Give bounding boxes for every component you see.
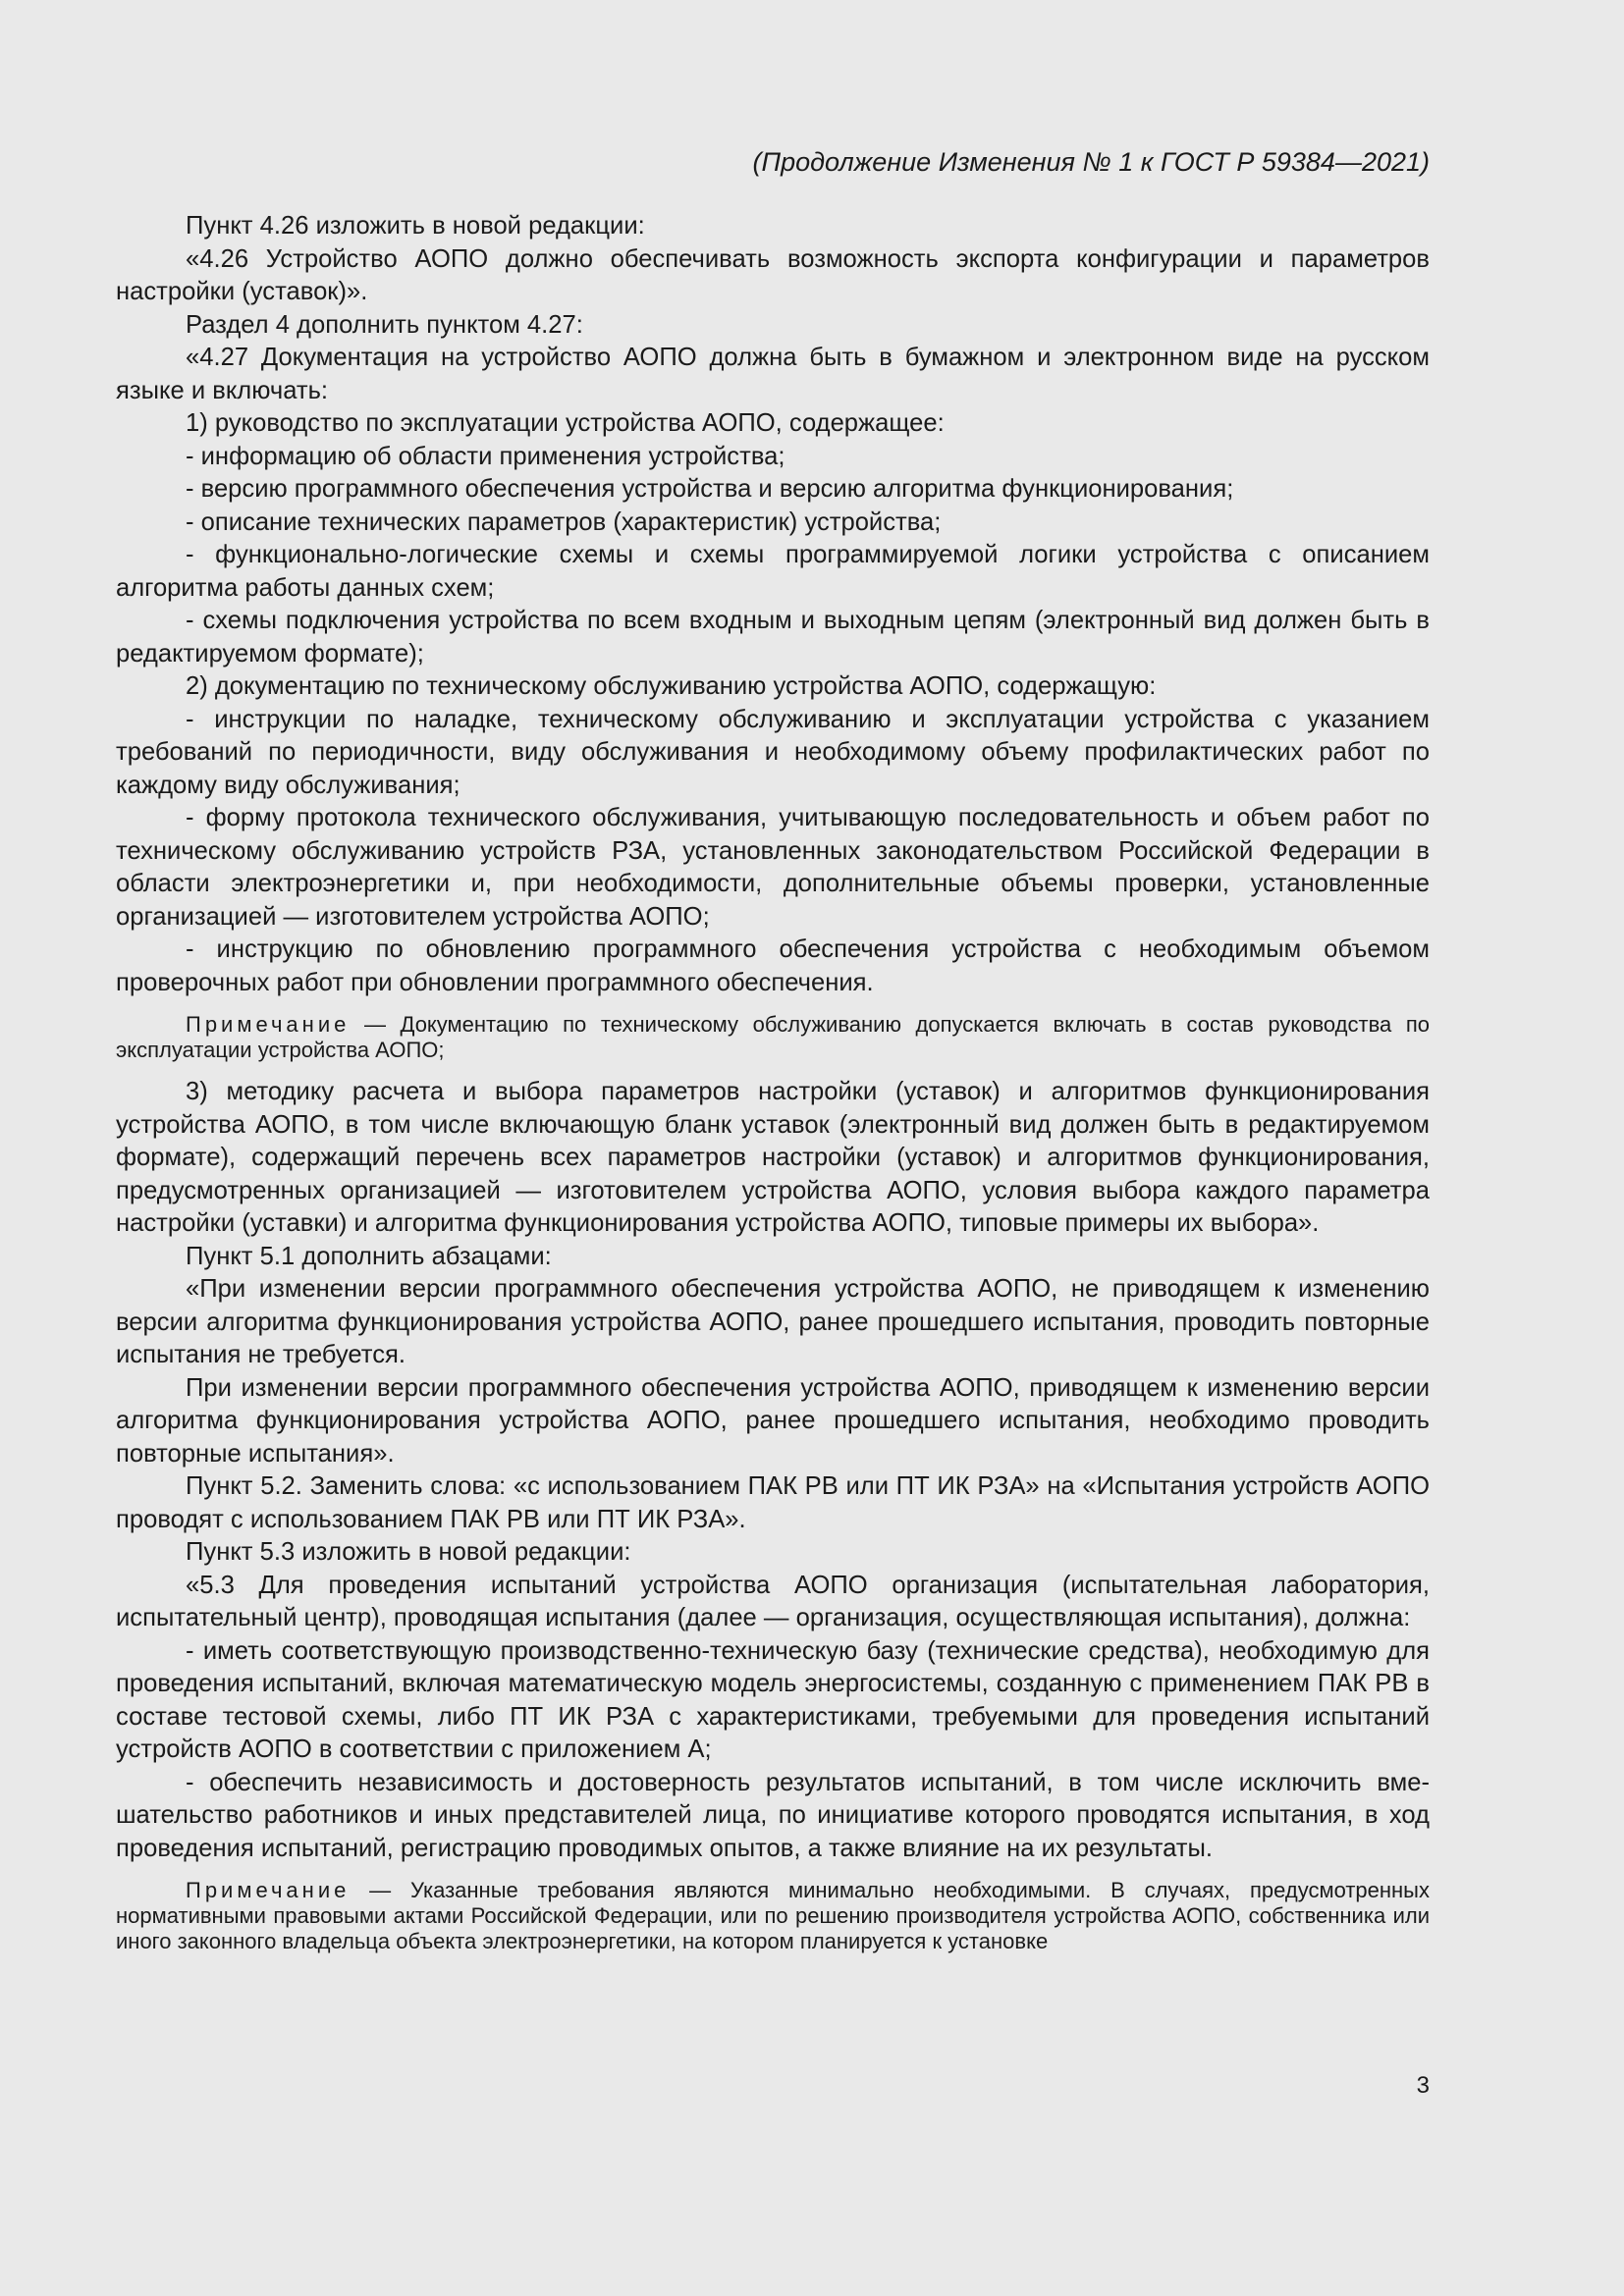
paragraph: Пункт 5.2. Заменить слова: «с использованием ПАК РВ или ПТ ИК РЗА» на «Испытания устройств АОПО проводят с использованием ПАК РВ или ПТ ИК РЗА». [116, 1472, 1430, 1533]
note-text: — Документацию по техническому обслуживанию допускается включать в состав руководства по эксплуатации устройства АОПО; [116, 1012, 1430, 1062]
paragraph: Раздел 4 дополнить пунктом 4.27: [186, 310, 583, 339]
paragraph: При изменении версии программного обеспечения устройства АОПО, приводящем к изменению версии алгоритма функционирования устройства АОПО, ранее прошедшего испытания, необходимо проводить повторные испытания». [116, 1373, 1430, 1468]
paragraph: Пункт 5.3 изложить в новой редакции: [186, 1538, 631, 1566]
list-item: - функционально-логические схемы и схемы программируемой логики устройства с описанием алгоритма работы данных схем; [116, 541, 1430, 602]
list-item: - описание технических параметров (характеристик) устройства; [186, 507, 942, 536]
list-item: 2) документацию по техническому обслуживанию устройства АОПО, содержащую: [186, 672, 1157, 700]
note-label: Примечание [186, 1012, 351, 1037]
running-header: (Продолжение Изменения № 1 к ГОСТ Р 59384—2021) [752, 147, 1430, 177]
list-item: - информацию об области применения устройства; [186, 442, 785, 470]
list-item: - инструкцию по обновлению программного обеспечения устройства с необходимым объемом проверочных работ при обновлении программного обеспечения. [116, 935, 1430, 996]
paragraph: «При изменении версии программного обеспечения устройства АОПО, не приводящем к изменению версии алгоритма функционирования устройства АОПО, ранее прошедшего испытания, проводить повторные испытания не требуется. [116, 1275, 1430, 1368]
list-item: - схемы подключения устройства по всем входным и выходным цепям (электронный вид должен быть в редактируемом формате); [116, 607, 1430, 667]
paragraph: «4.26 Устройство АОПО должно обеспечивать возможность экспорта конфигурации и параметров настройки (уставок)». [116, 244, 1430, 305]
note-text: — Указанные требования являются минимально необходимыми. В случаях, предусмотренных нормативными правовыми актами Российской Федерации, или по решению производителя устройства АОПО, собственника или иного законного владельца объекта электроэнергетики, на котором планируется к установке [116, 1878, 1430, 1953]
document-body [116, 210, 1430, 1954]
paragraph: «4.27 Документация на устройство АОПО должна быть в бумажном и электронном виде на русском языке и включать: [116, 344, 1430, 404]
list-item: - форму протокола технического обслуживания, учитывающую последовательность и объем работ по техническому обслуживанию устройств РЗА, установленных законодательством Российской Федерации в области электроэнергетики и, при необходимости, дополнительные объемы проверки, установленные организацией — изготовителем устройства АОПО; [116, 804, 1430, 931]
note [116, 1012, 1430, 1063]
list-item: - версию программного обеспечения устройства и версию алгоритма функционирования; [186, 475, 1234, 503]
paragraph: Пункт 5.1 дополнить абзацами: [186, 1242, 552, 1270]
paragraph: «5.3 Для проведения испытаний устройства АОПО организация (испытательная лаборатория, испытательный центр), проводящая испытания (далее — организация, осуществляющая испытания), должна: [116, 1571, 1430, 1631]
note-label: Примечание [186, 1878, 351, 1902]
list-item: - обеспечить независимость и достоверность результатов испытаний, в том числе исключить вмешательство работников и иных представителей лица, по инициативе которого проводятся испытания, в ход проведения испытаний, регистрацию проводимых опытов, а также влияние на их результаты. [116, 1768, 1430, 1862]
list-item: 1) руководство по эксплуатации устройства АОПО, содержащее: [186, 409, 945, 437]
page-number: 3 [1416, 2072, 1430, 2099]
list-item: - иметь соответствующую производственно-техническую базу (технические средства), необходимую для проведения испытаний, включая математическую модель энергосистемы, созданную с применением ПАК РВ в составе тестовой схемы, либо ПТ ИК РЗА с характеристиками, требуемыми для проведения испытаний устройств АОПО в соответствии с приложением А; [116, 1636, 1430, 1763]
list-item: - инструкции по наладке, техническому обслуживанию и эксплуатации устройства с указанием требований по периодичности, виду обслуживания и необходимому объему профилактических работ по каждому виду обслуживания; [116, 705, 1430, 799]
list-item: 3) методику расчета и выбора параметров настройки (уставок) и алгоритмов функционирования устройства АОПО, в том числе включающую бланк уставок (электронный вид должен быть в редактируемом формате), содержащий перечень всех параметров настройки (уставок) и алгоритмов функционирования, предусмотренных организацией — изготовителем устройства АОПО, условия выбора каждого параметра настройки (уставки) и алгоритма функционирования устройства АОПО, типовые примеры их выбора». [116, 1078, 1430, 1237]
paragraph: Пункт 4.26 изложить в новой редакции: [186, 212, 645, 240]
note [116, 1878, 1430, 1954]
